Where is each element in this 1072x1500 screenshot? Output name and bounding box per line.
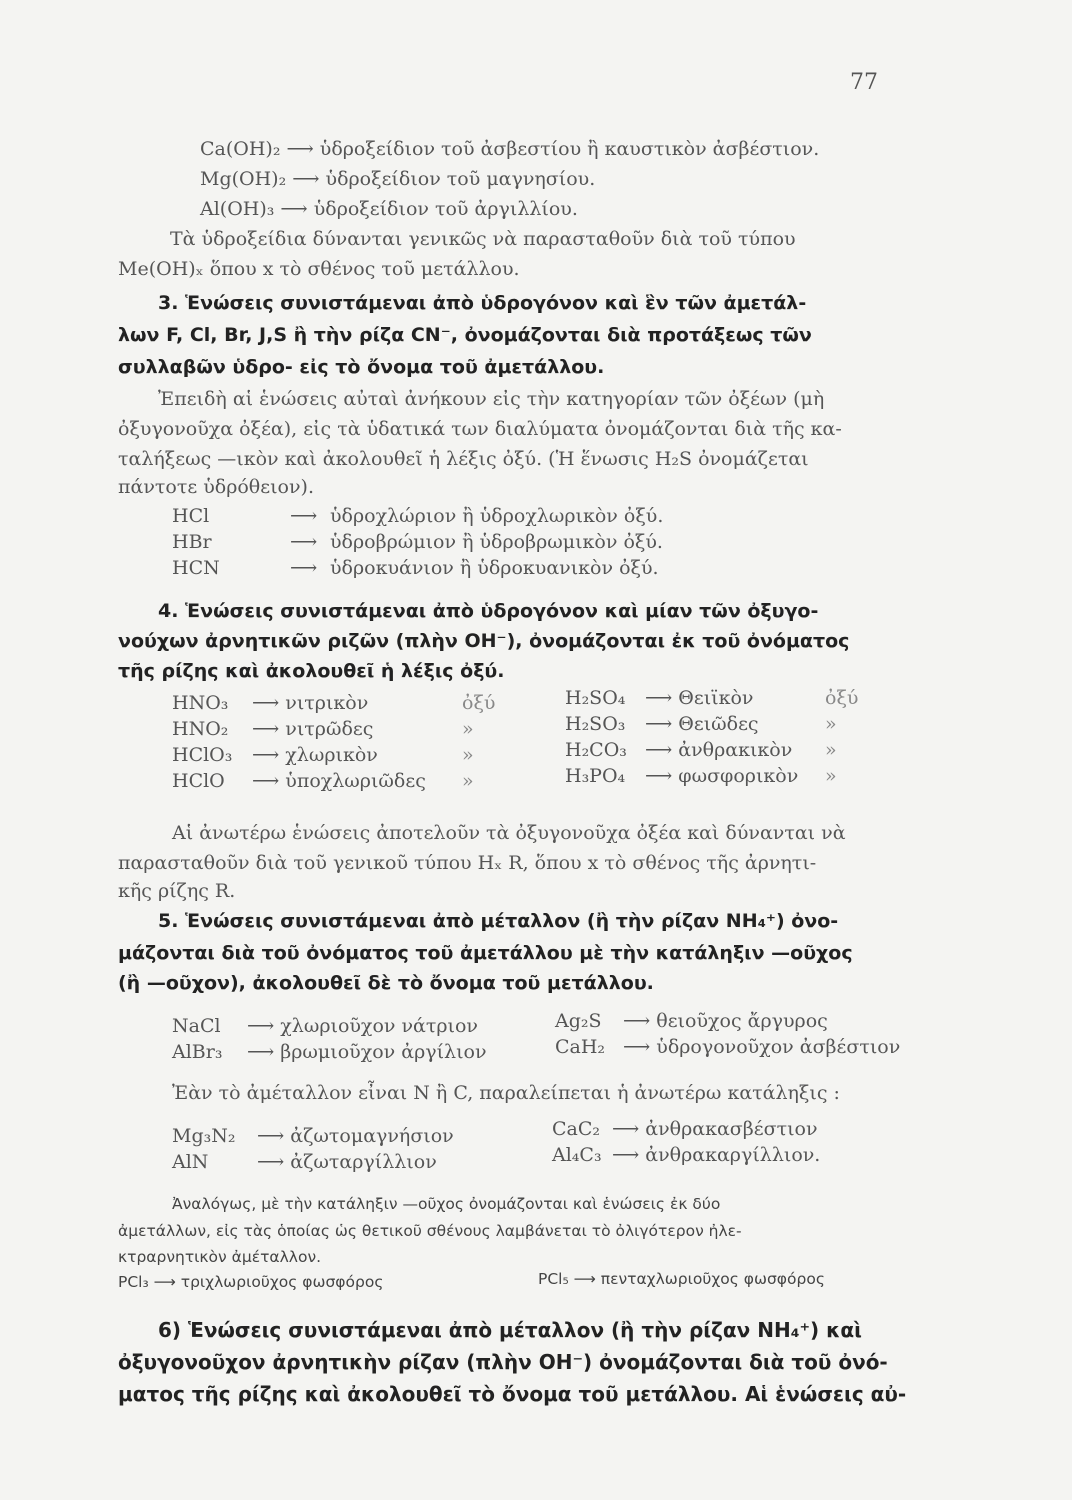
list-item: CaC₂ ⟶ ἀνθρακασβέστιον — [552, 1118, 818, 1140]
text-line: Al(OH)₃ ⟶ ὑδροξείδιον τοῦ ἀργιλλίου. — [200, 198, 578, 220]
section-6-heading: ματος τῆς ρίζης καὶ ἀκολουθεῖ τὸ ὄνομα τοῦ μετάλλου. Αἱ ἑνώσεις αὐ- — [118, 1382, 907, 1406]
list-item: H₂CO₃ ⟶ ἀνθρακικὸν » — [565, 739, 837, 761]
list-item: H₂SO₃ ⟶ Θειῶδες » — [565, 713, 837, 735]
list-item: HNO₃ ⟶ νιτρικὸν ὀξύ — [172, 692, 496, 714]
oxyacid-list-left — [172, 692, 496, 796]
text-line: Τὰ ὑδροξείδια δύνανται γενικῶς νὰ παρασταθοῦν διὰ τοῦ τύπου — [170, 228, 796, 250]
text-line: Me(OH)ₓ ὅπου x τὸ σθένος τοῦ μετάλλου. — [118, 258, 520, 280]
section-4-heading: 4. Ἑνώσεις συνιστάμεναι ἀπὸ ὑδρογόνον καὶ μίαν τῶν ὀξυγο- — [158, 600, 819, 622]
list-item: Ag₂S ⟶ θειοῦχος ἄργυρος — [555, 1010, 828, 1032]
small-text-line: κτραρνητικὸν ἀμέταλλον. — [118, 1248, 322, 1266]
list-item: CaH₂ ⟶ ὑδρογονοῦχον ἀσβέστιον — [555, 1036, 901, 1058]
text-line: κῆς ρίζης R. — [118, 880, 236, 902]
small-text-line: ἀμετάλλων, εἰς τὰς ὁποίας ὡς θετικοῦ σθένους λαμβάνεται τὸ ὀλιγότερον ἠλε- — [118, 1222, 742, 1240]
section-5-heading: (ἢ —οῦχον), ἀκολουθεῖ δὲ τὸ ὄνομα τοῦ μετάλλου. — [118, 972, 654, 994]
text-line: ταλήξεως —ικὸν καὶ ἀκολουθεῖ ἡ λέξις ὀξύ. (Ἡ ἕνωσις H₂S ὀνομάζεται — [118, 448, 809, 470]
nitride-list-right — [552, 1118, 820, 1170]
list-item: H₂SO₄ ⟶ Θειϊκὸν ὀξύ — [565, 687, 859, 709]
small-text-line: Ἀναλόγως, μὲ τὴν κατάληξιν —οῦχος ὀνομάζονται καὶ ἑνώσεις ἐκ δύο — [172, 1195, 721, 1213]
text-line: πάντοτε ὑδρόθειον). — [118, 476, 314, 498]
list-item: HCN ⟶ ὑδροκυάνιον ἢ ὑδροκυανικὸν ὀξύ. — [172, 557, 659, 579]
list-item: HClO₃ ⟶ χλωρικὸν » — [172, 744, 474, 766]
salt-list-left — [172, 1015, 487, 1067]
section-3-heading: λων F, Cl, Br, J,S ἢ τὴν ρίζα CN⁻, ὀνομάζονται διὰ προτάξεως τῶν — [118, 324, 812, 346]
section-3-heading: συλλαβῶν ὑδρο- εἰς τὸ ὄνομα τοῦ ἀμετάλλου. — [118, 356, 605, 378]
page-number: 77 — [850, 70, 878, 95]
list-item: HBr ⟶ ὑδροβρώμιον ἢ ὑδροβρωμικὸν ὀξύ. — [172, 531, 663, 553]
text-line: Ἐὰν τὸ ἀμέταλλον εἶναι N ἢ C, παραλείπεται ἡ ἀνωτέρω κατάληξις : — [172, 1082, 840, 1104]
text-line: Ca(OH)₂ ⟶ ὑδροξείδιον τοῦ ἀσβεστίου ἢ καυστικὸν ἀσβέστιον. — [200, 138, 820, 160]
text-line: Mg(OH)₂ ⟶ ὑδροξείδιον τοῦ μαγνησίου. — [200, 168, 596, 190]
section-6-heading: 6) Ἑνώσεις συνιστάμεναι ἀπὸ μέταλλον (ἢ τὴν ρίζαν NH₄⁺) καὶ — [158, 1318, 862, 1342]
list-item: HCl ⟶ ὑδροχλώριον ἢ ὑδροχλωρικὸν ὀξύ. — [172, 505, 664, 527]
hydracid-list — [172, 505, 663, 583]
list-item: H₃PO₄ ⟶ φωσφορικὸν » — [565, 765, 837, 787]
text-line: παρασταθοῦν διὰ τοῦ γενικοῦ τύπου Hₓ R, ὅπου x τὸ σθένος τῆς ἀρνητι- — [118, 852, 817, 874]
text-line: Ἐπειδὴ αἱ ἑνώσεις αὐταὶ ἀνήκουν εἰς τὴν κατηγορίαν τῶν ὀξέων (μὴ — [158, 388, 825, 410]
small-text-line: PCl₃ ⟶ τριχλωριοῦχος φωσφόρος — [118, 1273, 384, 1291]
small-text-line: PCl₅ ⟶ πενταχλωριοῦχος φωσφόρος — [538, 1270, 825, 1288]
salt-list-right — [555, 1010, 900, 1062]
section-5-heading: μάζονται διὰ τοῦ ὀνόματος τοῦ ἀμετάλλου μὲ τὴν κατάληξιν —οῦχος — [118, 942, 853, 964]
list-item: Mg₃N₂ ⟶ ἀζωτομαγνήσιον — [172, 1125, 454, 1147]
section-5-heading: 5. Ἑνώσεις συνιστάμεναι ἀπὸ μέταλλον (ἢ τὴν ρίζαν NH₄⁺) ὀνο- — [158, 910, 839, 932]
list-item: HNO₂ ⟶ νιτρῶδες » — [172, 718, 474, 740]
section-4-heading: τῆς ρίζης καὶ ἀκολουθεῖ ἡ λέξις ὀξύ. — [118, 660, 505, 682]
section-3-heading: 3. Ἑνώσεις συνιστάμεναι ἀπὸ ὑδρογόνον καὶ ἓν τῶν ἀμετάλ- — [158, 292, 807, 314]
text-line: ὀξυγονοῦχα ὀξέα), εἰς τὰ ὑδατικά των διαλύματα ὀνομάζονται διὰ τῆς κα- — [118, 418, 842, 440]
nitride-list-left — [172, 1125, 454, 1177]
text-line: Αἱ ἀνωτέρω ἑνώσεις ἀποτελοῦν τὰ ὀξυγονοῦχα ὀξέα καὶ δύνανται νὰ — [172, 822, 846, 844]
list-item: Al₄C₃ ⟶ ἀνθρακαργίλλιον. — [552, 1144, 821, 1166]
section-4-heading: νούχων ἀρνητικῶν ριζῶν (πλὴν OH⁻), ὀνομάζονται ἐκ τοῦ ὀνόματος — [118, 630, 850, 652]
section-6-heading: ὀξυγονοῦχον ἀρνητικὴν ρίζαν (πλὴν OH⁻) ὀνομάζονται διὰ τοῦ ὀνό- — [118, 1350, 888, 1374]
list-item: AlBr₃ ⟶ βρωμιοῦχον ἀργίλιον — [172, 1041, 487, 1063]
list-item: NaCl ⟶ χλωριοῦχον νάτριον — [172, 1015, 478, 1037]
list-item: HClO ⟶ ὑποχλωριῶδες » — [172, 770, 474, 792]
list-item: AlN ⟶ ἀζωταργίλλιον — [172, 1151, 437, 1173]
oxyacid-list-right — [565, 687, 858, 791]
